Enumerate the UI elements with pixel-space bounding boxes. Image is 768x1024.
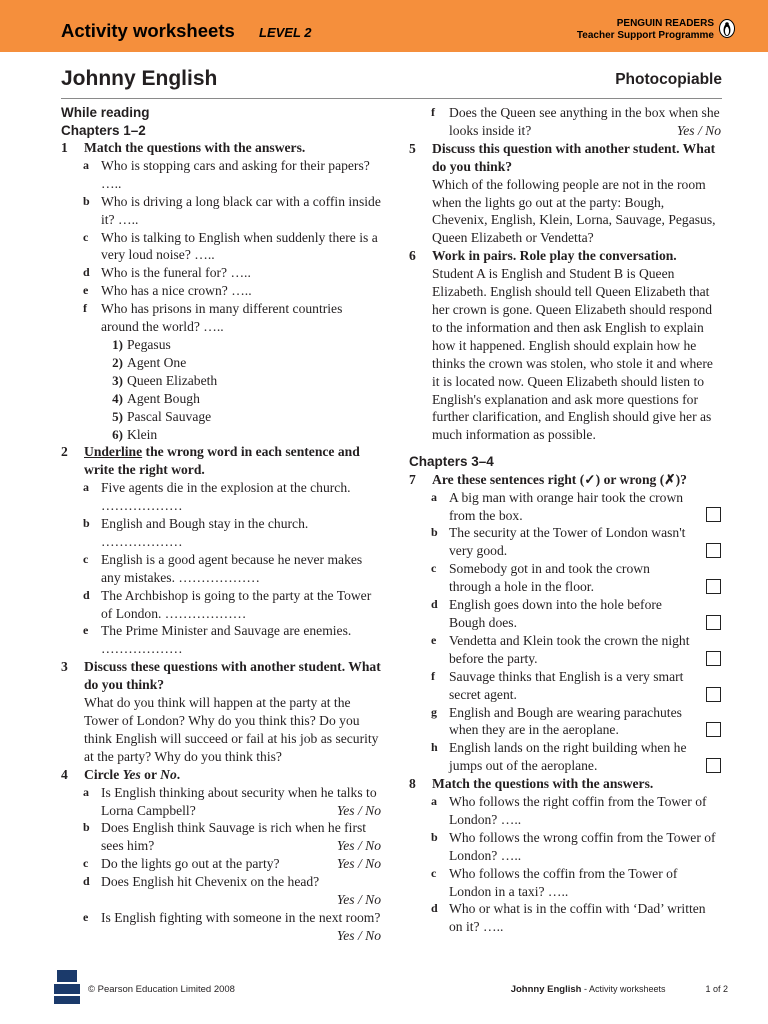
- item-text: English is a good agent because he never makes any mistakes. ………………: [101, 551, 363, 585]
- item-text: Vendetta and Klein took the crown the night before the party.: [449, 632, 690, 666]
- list-item: [409, 489, 721, 525]
- yes-no-choice[interactable]: Yes / No: [336, 927, 381, 943]
- question-2: [61, 443, 381, 479]
- item-letter: e: [83, 623, 89, 638]
- list-item: [409, 560, 721, 596]
- list-item: [409, 739, 721, 775]
- item-letter: e: [83, 283, 89, 298]
- item-letter: h: [431, 740, 438, 755]
- footer-right: [511, 984, 728, 995]
- item-letter: c: [431, 561, 437, 576]
- item-letter: d: [431, 901, 438, 916]
- list-item: [61, 282, 381, 300]
- item-letter: d: [431, 597, 438, 612]
- question-prompt: Discuss this question with another student. What do you think?: [432, 140, 716, 174]
- answer-option: [61, 372, 381, 390]
- item-letter: f: [83, 301, 87, 316]
- yes-no-choice[interactable]: Yes / No: [336, 892, 381, 908]
- item-text: Who is stopping cars and asking for their papers? …..: [101, 157, 370, 191]
- question-body: Which of the following people are not in the room when the lights go out at the party: Bough, Chevenix, English, Klein, Lorna, Sauvage, Pegasus, Queen Elizabeth or Vendetta?: [432, 176, 716, 246]
- level-label: LEVEL 2: [259, 25, 312, 40]
- list-item: [409, 829, 721, 865]
- item-letter: g: [431, 704, 437, 719]
- list-item: [61, 909, 381, 943]
- question-number: 3: [61, 659, 68, 675]
- option-text: Pegasus: [127, 336, 171, 352]
- item-letter: d: [83, 587, 90, 602]
- penguin-logo-icon: [719, 19, 735, 38]
- question-prompt: Work in pairs. Role play the conversation.: [432, 248, 677, 264]
- list-item: [61, 873, 381, 909]
- prompt-yes: Yes: [122, 766, 141, 782]
- item-text: Somebody got in and took the crown through a hole in the floor.: [449, 561, 650, 595]
- option-text: Agent One: [127, 354, 187, 370]
- answer-option: [61, 408, 381, 426]
- prompt-or: or: [140, 766, 161, 782]
- list-item: [61, 229, 381, 265]
- item-text: Who follows the right coffin from the Tower of London? …..: [449, 794, 707, 827]
- item-text: Five agents die in the explosion at the church. ………………: [101, 480, 351, 514]
- item-letter: c: [83, 856, 89, 871]
- item-text: English and Bough stay in the church. ………………: [101, 516, 309, 549]
- question-prompt: the wrong word in each sentence and write the right word.: [84, 444, 360, 478]
- book-title: Johnny English: [61, 67, 218, 90]
- item-letter: d: [83, 265, 90, 280]
- item-letter: f: [431, 105, 435, 119]
- item-text: Do the lights go out at the party?: [101, 856, 280, 872]
- list-item: [61, 300, 381, 336]
- answer-checkbox[interactable]: [706, 579, 721, 594]
- item-letter: a: [83, 480, 89, 495]
- answer-option: [61, 390, 381, 408]
- item-text: Is English fighting with someone in the next room?: [101, 909, 381, 925]
- question-1: [61, 139, 381, 157]
- list-item: [409, 900, 721, 936]
- item-text: The Prime Minister and Sauvage are enemies. ………………: [101, 623, 352, 657]
- list-item: [61, 193, 381, 229]
- chapters-heading: Chapters 1–2: [61, 122, 146, 138]
- yes-no-choice[interactable]: Yes / No: [676, 122, 721, 138]
- item-text: Who has a nice crown? …..: [101, 283, 252, 299]
- answer-checkbox[interactable]: [706, 507, 721, 522]
- list-item: [61, 855, 381, 873]
- answer-option: [61, 336, 381, 354]
- programme-name: Teacher Support Programme: [576, 30, 714, 41]
- photocopiable-label: Photocopiable: [615, 71, 722, 88]
- item-text: Does the Queen see anything in the box when she looks inside it?: [449, 105, 720, 138]
- item-text: Sauvage thinks that English is a very smart secret agent.: [449, 668, 684, 702]
- prompt-no: No: [160, 766, 177, 782]
- option-text: Klein: [127, 426, 158, 442]
- page-footer: [0, 978, 768, 1008]
- list-item: [409, 793, 721, 829]
- question-number: 8: [409, 776, 416, 792]
- question-body: What do you think will happen at the party at the Tower of London? Why do you think this? Do you think English will succeed or fail at his job as security at the party? Why do you think this?: [84, 695, 379, 764]
- question-prompt: Are these sentences right (✓) or wrong (✗)?: [432, 471, 687, 487]
- list-item: [61, 157, 381, 193]
- publisher-name: PENGUIN READERS: [616, 18, 714, 29]
- option-number: 5): [112, 408, 123, 424]
- list-item: [61, 587, 381, 623]
- list-item: [61, 622, 381, 658]
- item-text: English and Bough are wearing parachutes when they are in the aeroplane.: [449, 704, 682, 738]
- page-number: 1 of 2: [705, 984, 728, 994]
- answer-option: [61, 354, 381, 372]
- section-heading: While reading: [61, 105, 150, 120]
- question-body: Student A is English and Student B is Queen Elizabeth. English should tell Queen Elizabeth that her crown is gone. Queen Elizabeth should respond to the information and then ask English to explain how it happened. English should explain how he thinks the crown was stolen, who stole it and where it is located now. Queen Elizabeth should listen to English's explanation and ask more questions for further clarification, and English should give her as much information as possible.: [432, 266, 713, 443]
- answer-checkbox[interactable]: [706, 615, 721, 630]
- list-item: [409, 596, 721, 632]
- list-item: [409, 524, 721, 560]
- item-text: The security at the Tower of London wasn't very good.: [449, 525, 686, 559]
- item-letter: e: [83, 909, 89, 924]
- item-letter: e: [431, 632, 437, 647]
- yes-no-choice[interactable]: Yes / No: [336, 856, 381, 872]
- list-item: [61, 784, 381, 820]
- item-letter: a: [83, 157, 89, 172]
- option-number: 4): [112, 390, 123, 406]
- list-item: [409, 668, 721, 704]
- item-letter: b: [83, 516, 90, 531]
- option-number: 3): [112, 372, 123, 388]
- question-number: 2: [61, 444, 68, 460]
- item-text: Who is the funeral for? …..: [101, 265, 251, 281]
- item-letter: c: [431, 865, 437, 880]
- question-number: 6: [409, 248, 416, 264]
- question-prompt: Discuss these questions with another student. What do you think?: [84, 659, 381, 693]
- option-number: 6): [112, 426, 123, 442]
- question-number: 5: [409, 140, 416, 156]
- item-letter: a: [431, 794, 437, 809]
- option-text: Agent Bough: [127, 390, 200, 406]
- item-letter: d: [83, 874, 90, 889]
- worksheet-title: Activity worksheets: [61, 20, 235, 41]
- list-item: [61, 479, 381, 515]
- question-prompt: Match the questions with the answers.: [432, 776, 654, 792]
- question-8: [409, 775, 721, 793]
- answer-checkbox[interactable]: [706, 758, 721, 773]
- pearson-longman-logo-icon: [52, 968, 82, 1006]
- list-item: [61, 515, 381, 551]
- chapters-heading: Chapters 3–4: [409, 454, 494, 470]
- answer-checkbox[interactable]: [706, 722, 721, 737]
- answer-checkbox[interactable]: [706, 651, 721, 666]
- item-text: Who is talking to English when suddenly there is a very loud noise? …..: [101, 229, 378, 263]
- item-text: Who follows the wrong coffin from the Tower of London? …..: [449, 829, 716, 863]
- item-letter: b: [431, 525, 438, 540]
- item-text: Who or what is in the coffin with ‘Dad’ written on it? …..: [449, 901, 706, 935]
- item-text: English goes down into the hole before Bough does.: [449, 597, 662, 630]
- left-column: [61, 104, 381, 945]
- prompt-end: .: [176, 766, 181, 782]
- question-number: 7: [409, 471, 416, 487]
- question-4: [61, 766, 381, 784]
- list-item: [409, 104, 721, 140]
- question-6: [409, 247, 721, 444]
- list-item: [409, 865, 721, 901]
- question-prompt: Circle: [84, 766, 123, 782]
- list-item: [409, 632, 721, 668]
- item-text: Who is driving a long black car with a coffin inside it? …..: [101, 193, 381, 227]
- item-letter: c: [83, 229, 89, 244]
- divider: [61, 98, 722, 99]
- item-letter: b: [83, 193, 90, 208]
- yes-no-choice[interactable]: Yes / No: [336, 802, 381, 818]
- item-letter: a: [83, 784, 89, 799]
- question-number: 4: [61, 766, 68, 782]
- option-number: 2): [112, 354, 123, 370]
- yes-no-choice[interactable]: Yes / No: [336, 838, 381, 854]
- right-column: [409, 104, 721, 936]
- list-item: [409, 704, 721, 740]
- item-text: Who follows the coffin from the Tower of London in a taxi? …..: [449, 865, 678, 899]
- item-letter: f: [431, 668, 435, 683]
- answer-option: [61, 426, 381, 444]
- option-text: Queen Elizabeth: [127, 372, 218, 388]
- item-text: A big man with orange hair took the crown from the box.: [449, 489, 684, 523]
- item-letter: c: [83, 551, 89, 566]
- list-item: [61, 551, 381, 587]
- item-letter: b: [431, 829, 438, 844]
- item-text: The Archbishop is going to the party at the Tower of London. ………………: [101, 587, 372, 621]
- list-item: [61, 264, 381, 282]
- prompt-underline: Underline: [84, 444, 143, 460]
- question-5: [409, 140, 721, 247]
- item-letter: b: [83, 820, 90, 835]
- answer-checkbox[interactable]: [706, 687, 721, 702]
- publisher-block: [577, 18, 714, 42]
- footer-suffix: - Activity worksheets: [581, 984, 666, 994]
- header-banner: [0, 0, 768, 52]
- footer-book-title: Johnny English: [510, 984, 582, 995]
- question-prompt: Match the questions with the answers.: [84, 140, 306, 155]
- item-text: Does English think Sauvage is rich when he first sees him?: [101, 820, 367, 854]
- answer-checkbox[interactable]: [706, 543, 721, 558]
- item-text: English lands on the right building when he jumps out of the aeroplane.: [449, 740, 687, 774]
- item-letter: a: [431, 489, 437, 504]
- option-number: 1): [112, 336, 123, 352]
- item-text: Who has prisons in many different countries around the world? …..: [101, 301, 343, 335]
- option-text: Pascal Sauvage: [127, 408, 212, 424]
- question-number: 1: [61, 140, 68, 155]
- item-text: Does English hit Chevenix on the head?: [101, 874, 320, 890]
- question-7: [409, 471, 721, 489]
- list-item: [61, 819, 381, 855]
- item-text: Is English thinking about security when he talks to Lorna Campbell?: [101, 784, 377, 818]
- copyright-notice: © Pearson Education Limited 2008: [88, 984, 235, 995]
- question-3: [61, 658, 381, 765]
